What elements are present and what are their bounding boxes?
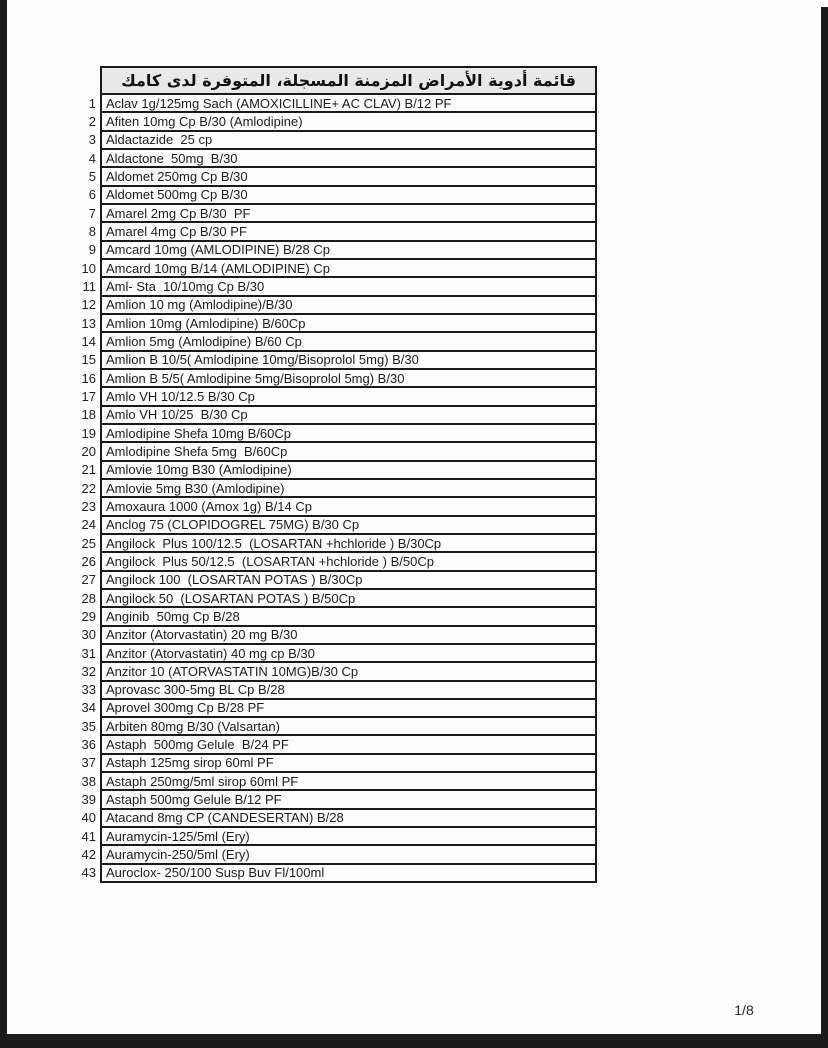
row-text: Atacand 8mg CP (CANDESERTAN) B/28 (100, 808, 597, 828)
row-number: 5 (88, 168, 96, 184)
row-text: Amarel 2mg Cp B/30 PF (100, 203, 597, 223)
row-number: 34 (81, 700, 96, 716)
row-text: Amlion 10 mg (Amlodipine)/B/30 (100, 295, 597, 315)
medication-table (70, 66, 597, 883)
table-row (70, 533, 597, 553)
table-row (70, 643, 597, 663)
row-number: 14 (81, 333, 96, 349)
row-number: 16 (81, 370, 96, 386)
row-text: Anginib 50mg Cp B/28 (100, 606, 597, 626)
row-text: Amcard 10mg (AMLODIPINE) B/28 Cp (100, 240, 597, 260)
row-text: Amlion 10mg (Amlodipine) B/60Cp (100, 313, 597, 333)
table-row (70, 295, 597, 315)
table-row (70, 661, 597, 681)
table-row (70, 258, 597, 278)
row-text: Amlion B 10/5( Amlodipine 10mg/Bisoprolol 5mg) B/30 (100, 350, 597, 370)
table-row (70, 441, 597, 461)
row-text: Amlion B 5/5( Amlodipine 5mg/Bisoprolol 5mg) B/30 (100, 368, 597, 388)
row-number: 7 (88, 205, 96, 221)
row-number: 8 (88, 223, 96, 239)
table-row (70, 716, 597, 736)
table-row (70, 771, 597, 791)
row-number: 32 (81, 663, 96, 679)
row-number: 31 (81, 645, 96, 661)
table-row (70, 570, 597, 590)
row-text: Angilock 100 (LOSARTAN POTAS ) B/30Cp (100, 570, 597, 590)
table-row (70, 185, 597, 205)
table-row (70, 130, 597, 150)
row-number: 2 (88, 113, 96, 129)
row-text: Amlovie 10mg B30 (Amlodipine) (100, 460, 597, 480)
row-number: 33 (81, 682, 96, 698)
table-row (70, 551, 597, 571)
row-text: Angilock Plus 50/12.5 (LOSARTAN +hchloride ) B/50Cp (100, 551, 597, 571)
table-row (70, 625, 597, 645)
row-text: Amlovie 5mg B30 (Amlodipine) (100, 478, 597, 498)
row-number: 41 (81, 828, 96, 844)
row-number: 1 (88, 95, 96, 111)
table-row (70, 331, 597, 351)
row-number: 23 (81, 498, 96, 514)
row-number: 22 (81, 480, 96, 496)
row-text: Aldactone 50mg B/30 (100, 148, 597, 168)
row-number: 15 (81, 352, 96, 368)
row-number: 30 (81, 627, 96, 643)
row-text: Angilock 50 (LOSARTAN POTAS ) B/50Cp (100, 588, 597, 608)
row-text: Amlo VH 10/12.5 B/30 Cp (100, 386, 597, 406)
row-number: 9 (88, 242, 96, 258)
row-text: Auramycin-250/5ml (Ery) (100, 844, 597, 864)
table-row (70, 350, 597, 370)
row-text: Astaph 500mg Gelule B/24 PF (100, 734, 597, 754)
table-row (70, 606, 597, 626)
row-number: 10 (81, 260, 96, 276)
row-text: Auramycin-125/5ml (Ery) (100, 826, 597, 846)
row-text: Amlo VH 10/25 B/30 Cp (100, 405, 597, 425)
row-number: 18 (81, 407, 96, 423)
row-text: Anzitor 10 (ATORVASTATIN 10MG)B/30 Cp (100, 661, 597, 681)
row-text: Astaph 125mg sirop 60ml PF (100, 753, 597, 773)
row-text: Auroclox- 250/100 Susp Buv Fl/100ml (100, 863, 597, 883)
table-row (70, 844, 597, 864)
row-number: 35 (81, 718, 96, 734)
row-number: 21 (81, 462, 96, 478)
table-row (70, 789, 597, 809)
table-row (70, 93, 597, 113)
table-row (70, 515, 597, 535)
row-text: Amoxaura 1000 (Amox 1g) B/14 Cp (100, 496, 597, 516)
row-text: Aldomet 500mg Cp B/30 (100, 185, 597, 205)
table-row (70, 863, 597, 883)
row-text: Aldactazide 25 cp (100, 130, 597, 150)
row-number: 43 (81, 865, 96, 881)
row-text: Arbiten 80mg B/30 (Valsartan) (100, 716, 597, 736)
row-number: 27 (81, 572, 96, 588)
row-number: 20 (81, 443, 96, 459)
table-row (70, 166, 597, 186)
row-number: 17 (81, 388, 96, 404)
row-text: Aprovasc 300-5mg BL Cp B/28 (100, 680, 597, 700)
table-row (70, 111, 597, 131)
scan-edge-left (0, 0, 7, 1048)
row-text: Amcard 10mg B/14 (AMLODIPINE) Cp (100, 258, 597, 278)
row-number: 38 (81, 773, 96, 789)
table-row (70, 460, 597, 480)
row-text: Aml- Sta 10/10mg Cp B/30 (100, 276, 597, 296)
row-text: Astaph 250mg/5ml sirop 60ml PF (100, 771, 597, 791)
row-number: 6 (88, 187, 96, 203)
table-row (70, 680, 597, 700)
page-number: 1/8 (734, 1002, 754, 1018)
table-row (70, 405, 597, 425)
row-text: Aclav 1g/125mg Sach (AMOXICILLINE+ AC CLAV) B/12 PF (100, 93, 597, 113)
row-number: 29 (81, 608, 96, 624)
table-row (70, 386, 597, 406)
medication-table-body (70, 93, 597, 883)
row-number: 25 (81, 535, 96, 551)
table-row (70, 698, 597, 718)
row-text: Amlion 5mg (Amlodipine) B/60 Cp (100, 331, 597, 351)
row-number: 11 (82, 278, 96, 294)
table-row (70, 368, 597, 388)
table-row (70, 588, 597, 608)
table-row (70, 753, 597, 773)
table-title: قائمة أدوية الأمراض المزمنة المسجلة، المتوفرة لدى كامك (100, 66, 597, 95)
table-row (70, 221, 597, 241)
row-text: Angilock Plus 100/12.5 (LOSARTAN +hchloride ) B/30Cp (100, 533, 597, 553)
row-number: 13 (81, 315, 96, 331)
row-number: 24 (81, 517, 96, 533)
table-row (70, 423, 597, 443)
row-text: Aprovel 300mg Cp B/28 PF (100, 698, 597, 718)
row-text: Amlodipine Shefa 10mg B/60Cp (100, 423, 597, 443)
row-number: 19 (81, 425, 96, 441)
scan-edge-right (821, 7, 828, 1048)
row-text: Anclog 75 (CLOPIDOGREL 75MG) B/30 Cp (100, 515, 597, 535)
row-number: 28 (81, 590, 96, 606)
scan-edge-bottom (0, 1034, 828, 1048)
row-text: Anzitor (Atorvastatin) 20 mg B/30 (100, 625, 597, 645)
table-row (70, 496, 597, 516)
row-number: 4 (88, 150, 96, 166)
row-text: Aldomet 250mg Cp B/30 (100, 166, 597, 186)
row-number: 12 (81, 297, 96, 313)
table-row (70, 808, 597, 828)
table-row (70, 826, 597, 846)
table-row (70, 478, 597, 498)
row-text: Anzitor (Atorvastatin) 40 mg cp B/30 (100, 643, 597, 663)
row-number: 39 (81, 792, 96, 808)
table-row (70, 734, 597, 754)
row-text: Astaph 500mg Gelule B/12 PF (100, 789, 597, 809)
row-number: 3 (88, 132, 96, 148)
row-text: Amlodipine Shefa 5mg B/60Cp (100, 441, 597, 461)
table-row (70, 148, 597, 168)
row-number: 40 (81, 810, 96, 826)
row-text: Amarel 4mg Cp B/30 PF (100, 221, 597, 241)
table-row (70, 240, 597, 260)
table-row (70, 276, 597, 296)
table-row (70, 313, 597, 333)
row-number: 36 (81, 737, 96, 753)
row-number: 26 (81, 553, 96, 569)
row-text: Afiten 10mg Cp B/30 (Amlodipine) (100, 111, 597, 131)
row-number: 42 (81, 847, 96, 863)
table-row (70, 203, 597, 223)
row-number: 37 (81, 755, 96, 771)
